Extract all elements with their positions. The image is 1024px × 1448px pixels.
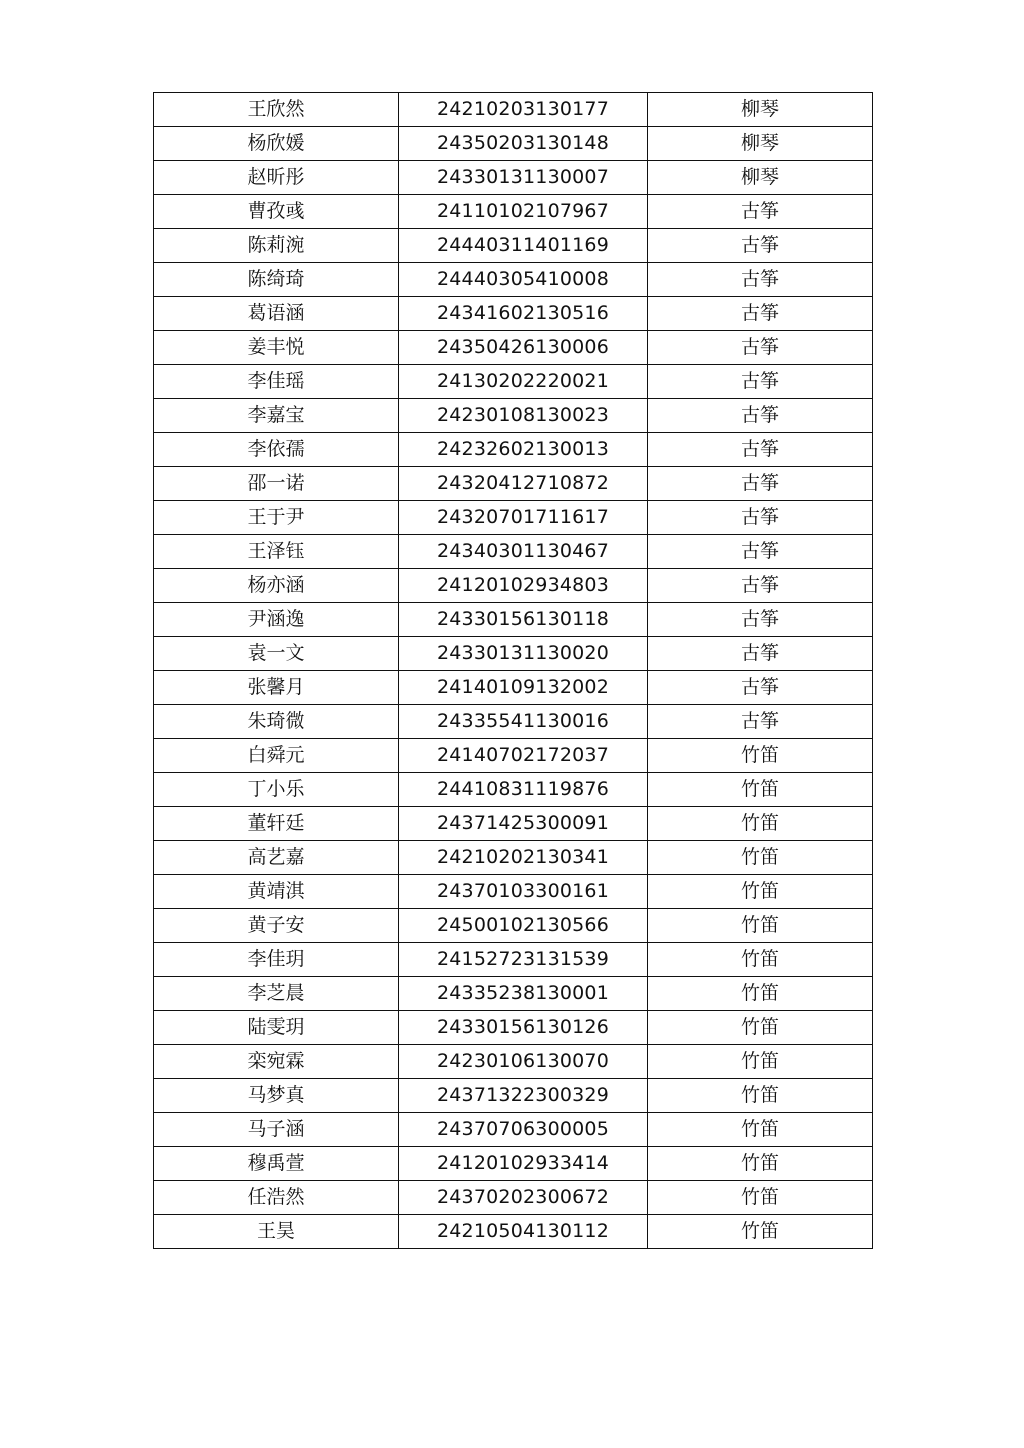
- registration-number-cell: 24152723131539: [399, 943, 648, 977]
- student-name-cell: 李芝晨: [154, 977, 399, 1011]
- instrument-cell: 古筝: [648, 195, 873, 229]
- student-name-cell: 任浩然: [154, 1181, 399, 1215]
- instrument-cell: 古筝: [648, 331, 873, 365]
- registration-number-cell: 24330131130020: [399, 637, 648, 671]
- instrument-cell: 竹笛: [648, 875, 873, 909]
- instrument-cell: 竹笛: [648, 739, 873, 773]
- student-name-cell: 陈莉涴: [154, 229, 399, 263]
- registration-number-cell: 24230108130023: [399, 399, 648, 433]
- table-row: [154, 535, 873, 569]
- student-name-cell: 李嘉宝: [154, 399, 399, 433]
- registration-number-cell: 24330131130007: [399, 161, 648, 195]
- registration-number-cell: 24410831119876: [399, 773, 648, 807]
- table-row: [154, 977, 873, 1011]
- student-name-cell: 陆雯玥: [154, 1011, 399, 1045]
- table-row: [154, 1147, 873, 1181]
- table-row: [154, 229, 873, 263]
- instrument-cell: 柳琴: [648, 93, 873, 127]
- student-name-cell: 姜丰悦: [154, 331, 399, 365]
- instrument-cell: 古筝: [648, 705, 873, 739]
- table-row: [154, 1113, 873, 1147]
- table-row: [154, 297, 873, 331]
- registration-number-cell: 24330156130118: [399, 603, 648, 637]
- registration-number-cell: 24500102130566: [399, 909, 648, 943]
- table-row: [154, 705, 873, 739]
- student-name-cell: 张馨月: [154, 671, 399, 705]
- registration-number-cell: 24330156130126: [399, 1011, 648, 1045]
- table-row: [154, 1215, 873, 1249]
- instrument-cell: 竹笛: [648, 1045, 873, 1079]
- student-name-cell: 尹涵逸: [154, 603, 399, 637]
- table-row: [154, 1181, 873, 1215]
- table-row: [154, 841, 873, 875]
- table-row: [154, 637, 873, 671]
- instrument-cell: 竹笛: [648, 977, 873, 1011]
- registration-number-cell: 24371425300091: [399, 807, 648, 841]
- registration-number-cell: 24210202130341: [399, 841, 648, 875]
- registration-number-cell: 24440305410008: [399, 263, 648, 297]
- instrument-cell: 竹笛: [648, 943, 873, 977]
- instrument-cell: 竹笛: [648, 841, 873, 875]
- table-row: [154, 263, 873, 297]
- registration-number-cell: 24370706300005: [399, 1113, 648, 1147]
- registration-number-cell: 24335541130016: [399, 705, 648, 739]
- table-row: [154, 1045, 873, 1079]
- student-name-cell: 李佳玥: [154, 943, 399, 977]
- table-row: [154, 875, 873, 909]
- instrument-cell: 竹笛: [648, 1181, 873, 1215]
- student-name-cell: 李佳瑶: [154, 365, 399, 399]
- table-row: [154, 127, 873, 161]
- table-row: [154, 161, 873, 195]
- table-row: [154, 943, 873, 977]
- table-row: [154, 603, 873, 637]
- student-name-cell: 朱琦微: [154, 705, 399, 739]
- instrument-cell: 古筝: [648, 467, 873, 501]
- student-name-cell: 王昊: [154, 1215, 399, 1249]
- instrument-cell: 古筝: [648, 671, 873, 705]
- instrument-cell: 古筝: [648, 603, 873, 637]
- registration-number-cell: 24370103300161: [399, 875, 648, 909]
- registration-number-cell: 24340301130467: [399, 535, 648, 569]
- table-row: [154, 399, 873, 433]
- student-name-cell: 高艺嘉: [154, 841, 399, 875]
- table-row: [154, 467, 873, 501]
- student-name-cell: 董轩廷: [154, 807, 399, 841]
- registration-number-cell: 24440311401169: [399, 229, 648, 263]
- registration-number-cell: 24320412710872: [399, 467, 648, 501]
- registration-number-cell: 24232602130013: [399, 433, 648, 467]
- instrument-cell: 竹笛: [648, 773, 873, 807]
- instrument-cell: 古筝: [648, 501, 873, 535]
- table-row: [154, 909, 873, 943]
- table-row: [154, 433, 873, 467]
- table-row: [154, 807, 873, 841]
- student-name-cell: 王欣然: [154, 93, 399, 127]
- instrument-cell: 古筝: [648, 297, 873, 331]
- instrument-cell: 竹笛: [648, 1147, 873, 1181]
- table-row: [154, 569, 873, 603]
- registration-number-cell: 24335238130001: [399, 977, 648, 1011]
- table-row: [154, 671, 873, 705]
- registration-number-cell: 24140109132002: [399, 671, 648, 705]
- student-name-cell: 曹孜彧: [154, 195, 399, 229]
- student-name-cell: 马子涵: [154, 1113, 399, 1147]
- instrument-cell: 竹笛: [648, 1113, 873, 1147]
- registration-number-cell: 24210504130112: [399, 1215, 648, 1249]
- student-name-cell: 黄靖淇: [154, 875, 399, 909]
- instrument-cell: 竹笛: [648, 807, 873, 841]
- instrument-cell: 古筝: [648, 637, 873, 671]
- roster-table: [153, 92, 873, 1249]
- instrument-cell: 古筝: [648, 399, 873, 433]
- registration-number-cell: 24350203130148: [399, 127, 648, 161]
- registration-number-cell: 24110102107967: [399, 195, 648, 229]
- student-name-cell: 葛语涵: [154, 297, 399, 331]
- student-name-cell: 黄子安: [154, 909, 399, 943]
- instrument-cell: 竹笛: [648, 909, 873, 943]
- table-row: [154, 331, 873, 365]
- student-name-cell: 陈绮琦: [154, 263, 399, 297]
- student-name-cell: 栾宛霖: [154, 1045, 399, 1079]
- registration-number-cell: 24320701711617: [399, 501, 648, 535]
- instrument-cell: 竹笛: [648, 1079, 873, 1113]
- registration-number-cell: 24371322300329: [399, 1079, 648, 1113]
- student-name-cell: 袁一文: [154, 637, 399, 671]
- student-name-cell: 杨亦涵: [154, 569, 399, 603]
- table-row: [154, 773, 873, 807]
- table-row: [154, 1079, 873, 1113]
- registration-number-cell: 24230106130070: [399, 1045, 648, 1079]
- instrument-cell: 古筝: [648, 535, 873, 569]
- registration-number-cell: 24130202220021: [399, 365, 648, 399]
- table-row: [154, 739, 873, 773]
- instrument-cell: 柳琴: [648, 161, 873, 195]
- student-name-cell: 王于尹: [154, 501, 399, 535]
- student-name-cell: 丁小乐: [154, 773, 399, 807]
- instrument-cell: 古筝: [648, 433, 873, 467]
- roster-table-body: [154, 93, 873, 1249]
- instrument-cell: 竹笛: [648, 1215, 873, 1249]
- registration-number-cell: 24370202300672: [399, 1181, 648, 1215]
- instrument-cell: 古筝: [648, 569, 873, 603]
- student-name-cell: 穆禹萱: [154, 1147, 399, 1181]
- student-name-cell: 杨欣媛: [154, 127, 399, 161]
- table-row: [154, 501, 873, 535]
- registration-number-cell: 24140702172037: [399, 739, 648, 773]
- student-name-cell: 马梦真: [154, 1079, 399, 1113]
- student-name-cell: 白舜元: [154, 739, 399, 773]
- instrument-cell: 古筝: [648, 365, 873, 399]
- student-name-cell: 王泽钰: [154, 535, 399, 569]
- table-row: [154, 93, 873, 127]
- registration-number-cell: 24210203130177: [399, 93, 648, 127]
- registration-number-cell: 24341602130516: [399, 297, 648, 331]
- registration-number-cell: 24120102934803: [399, 569, 648, 603]
- table-row: [154, 1011, 873, 1045]
- student-name-cell: 邵一诺: [154, 467, 399, 501]
- table-row: [154, 365, 873, 399]
- table-row: [154, 195, 873, 229]
- instrument-cell: 柳琴: [648, 127, 873, 161]
- student-name-cell: 李依孺: [154, 433, 399, 467]
- student-name-cell: 赵昕彤: [154, 161, 399, 195]
- instrument-cell: 古筝: [648, 263, 873, 297]
- registration-number-cell: 24350426130006: [399, 331, 648, 365]
- instrument-cell: 古筝: [648, 229, 873, 263]
- instrument-cell: 竹笛: [648, 1011, 873, 1045]
- registration-number-cell: 24120102933414: [399, 1147, 648, 1181]
